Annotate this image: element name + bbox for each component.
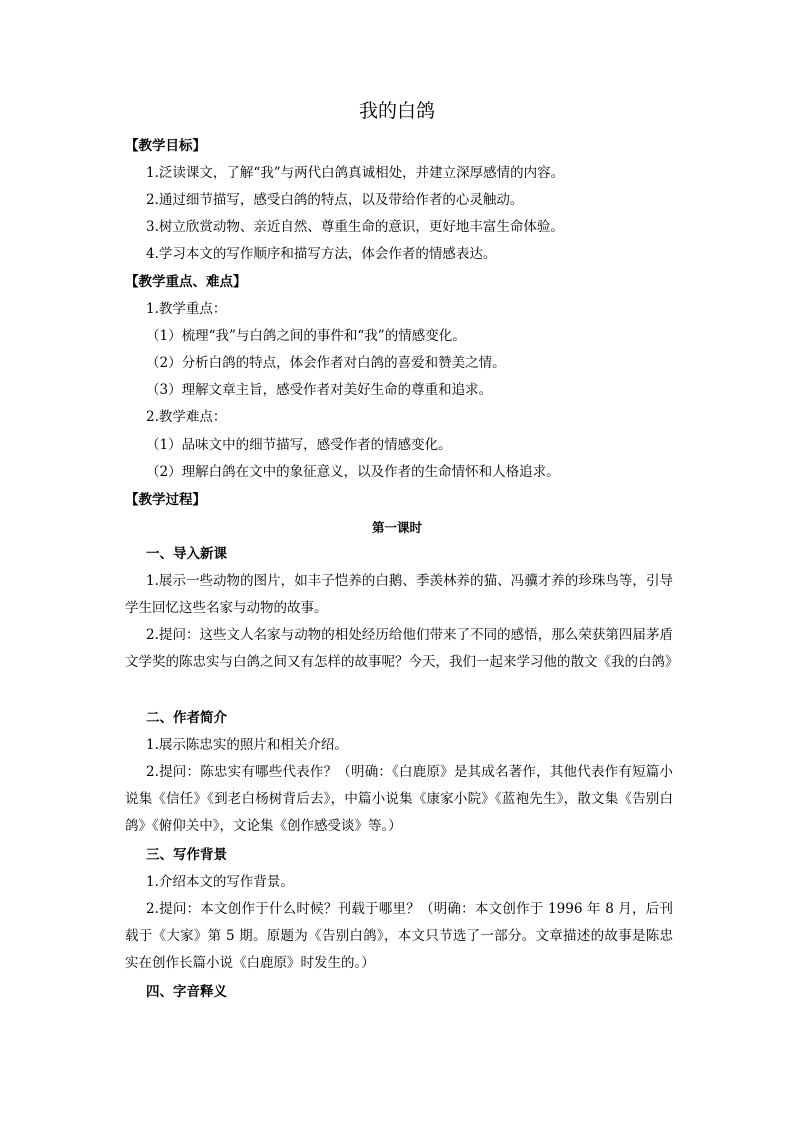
- goal-item: 1.泛读课文，了解“我”与两代白鸽真诚相处，并建立深厚感情的内容。: [146, 165, 565, 181]
- key-item: （2）分析白鸽的特点，体会作者对白鸽的喜爱和赞美之情。: [146, 355, 506, 371]
- key-item: （1）梳理“我”与白鸽之间的事件和“我”的情感变化。: [146, 328, 466, 344]
- section-heading: 一、导入新课: [146, 546, 227, 562]
- goal-item: 2.通过细节描写，感受白鸽的特点，以及带给作者的心灵触动。: [146, 192, 524, 208]
- goal-item: 4.学习本文的写作顺序和描写方法，体会作者的情感表达。: [146, 246, 497, 262]
- page-title: 我的白鸽: [358, 100, 435, 122]
- paragraph: 1.展示一些动物的图片，如丰子恺养的白鹅、季羡林养的猫、冯骥才养的珍珠鸟等，引导学生回忆这些名家与动物的故事。: [125, 573, 673, 616]
- paragraph: 1.展示陈忠实的照片和相关介绍。: [146, 737, 348, 753]
- difficulty-label: 2.教学难点：: [146, 409, 227, 425]
- difficulty-item: （2）理解白鸽在文中的象征意义，以及作者的生命情怀和人格追求。: [146, 464, 560, 480]
- key-item: （3）理解文章主旨，感受作者对美好生命的尊重和追求。: [146, 382, 493, 398]
- paragraph: 2.提问：这些文人名家与动物的相处经历给他们带来了不同的感悟，那么荣获第四届茅盾文学奖的陈忠实与白鸽之间又有怎样的故事呢？今天，我们一起来学习他的散文《我的白鸽》: [125, 627, 679, 670]
- paragraph: 2.提问：本文创作于什么时候？刊载于哪里？（明确：本文创作于 1996 年 8 月，后刊载于《大家》第 5 期。原题为《告别白鸽》，本文只节选了一部分。文章描述的故事是陈忠实在创作长篇小说《白鹿原》时发生的。）: [125, 901, 673, 971]
- section-heading: 二、作者简介: [146, 710, 227, 726]
- keypoints-heading: 【教学重点、难点】: [125, 274, 247, 290]
- goal-item: 3.树立欣赏动物、亲近自然、尊重生命的意识，更好地丰富生命体验。: [146, 219, 564, 235]
- key-label: 1.教学重点：: [146, 301, 227, 317]
- section-heading: 四、字音释义: [146, 984, 227, 1000]
- process-heading: 【教学过程】: [125, 492, 206, 508]
- paragraph: 2.提问：陈忠实有哪些代表作？（明确：《白鹿原》是其成名著作，其他代表作有短篇小说集《信任》《到老白杨树背后去》，中篇小说集《康家小院》《蓝袍先生》，散文集《告别白鸽》《俯仰关中》，文论集《创作感受谈》等。）: [125, 764, 673, 834]
- section-heading: 三、写作背景: [146, 847, 227, 863]
- lesson-title: 第一课时: [371, 520, 422, 535]
- paragraph: 1.介绍本文的写作背景。: [146, 874, 294, 890]
- difficulty-item: （1）品味文中的细节描写，感受作者的情感变化。: [146, 437, 452, 453]
- goals-heading: 【教学目标】: [125, 138, 206, 154]
